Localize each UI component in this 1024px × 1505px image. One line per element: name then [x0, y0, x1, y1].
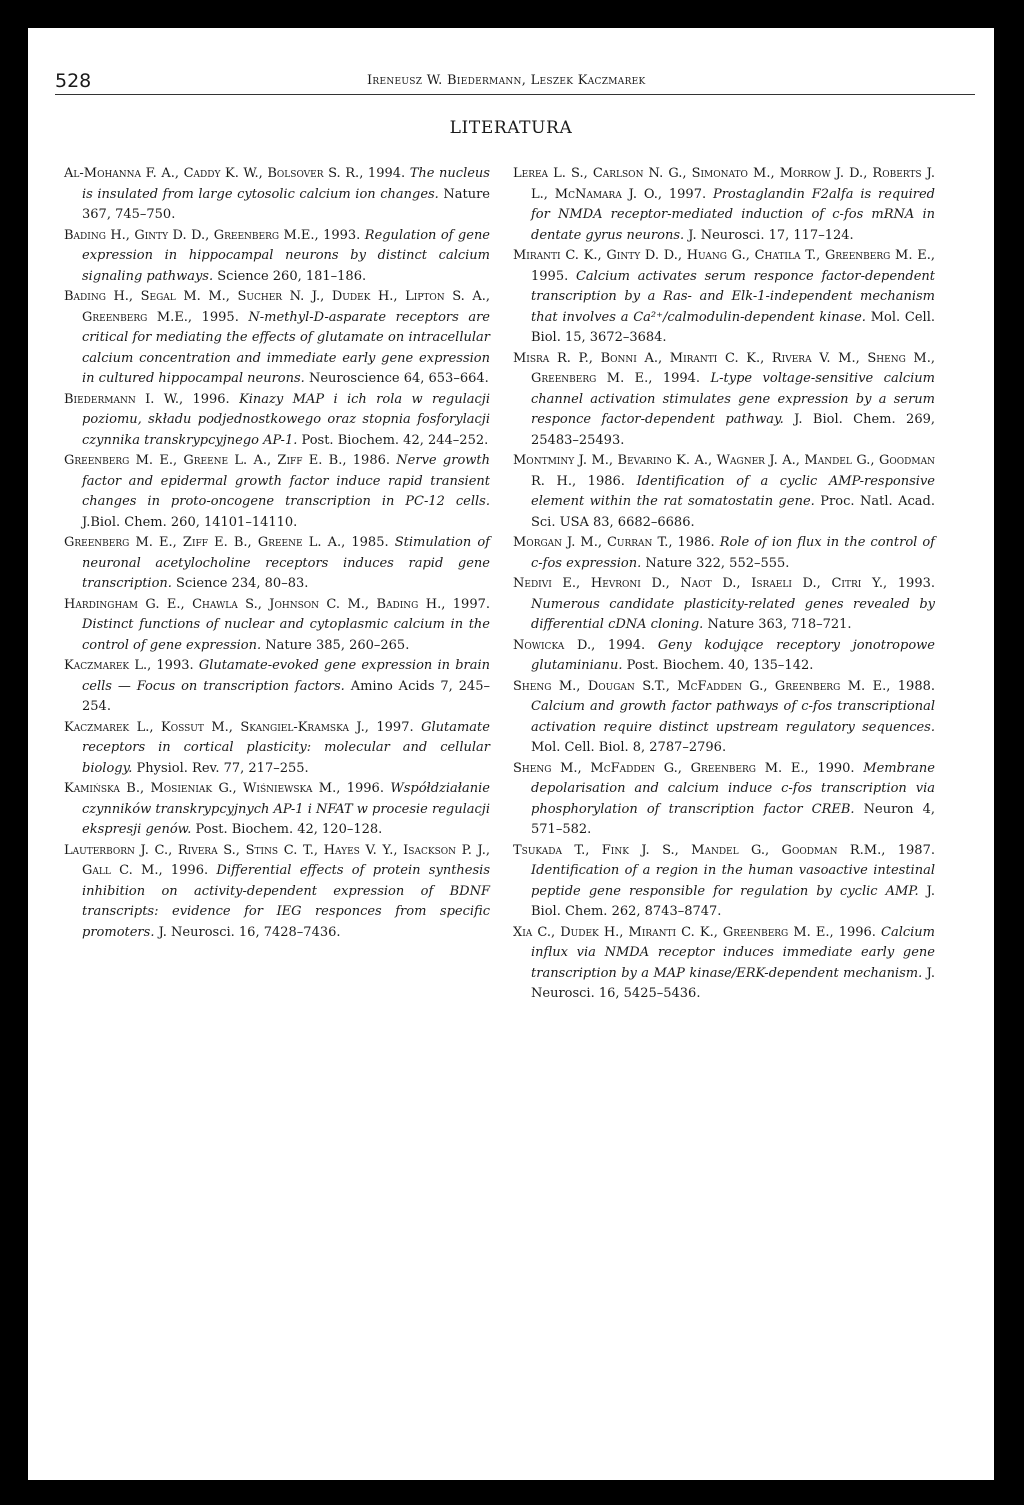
- running-head-authors: Ireneusz W. Biedermann, Leszek Kaczmarek: [367, 73, 646, 88]
- reference-source: Nature 385, 260–265.: [261, 637, 410, 653]
- reference-authors: Kaczmarek L., 1993.: [64, 658, 194, 673]
- reference-authors: Kaczmarek L., Kossut M., Skangiel-Kramska J., 1997.: [64, 719, 414, 735]
- reference-title: Glutamate receptors in cortical plasticity: molecular and cellular biology.: [82, 719, 490, 776]
- reference-title: Calcium influx via NMDA receptor induces immediate early gene transcription by a MAP kinase/ERK-dependent mechanism.: [531, 924, 935, 981]
- reference-authors: Montminy J. M., Bevarino K. A., Wagner J. A., Mandel G., Goodman R. H., 1986.: [513, 453, 935, 489]
- reference-source: J. Neurosci. 16, 5425–5436.: [531, 965, 935, 1001]
- reference-title: Współdziałanie czynników transkrypcyjnych AP-1 i NFAT w procesie regulacji ekspresji genów.: [82, 781, 490, 837]
- reference-title: Distinct functions of nuclear and cytoplasmic calcium in the control of gene expression.: [82, 617, 490, 653]
- reference-source: J. Biol. Chem. 262, 8743–8747.: [531, 883, 935, 919]
- reference-source: Post. Biochem. 42, 244–252.: [297, 432, 489, 448]
- reference-title: Identification of a region in the human vasoactive intestinal peptide gene responsible for regulation by cyclic AMP.: [531, 863, 935, 899]
- reference-authors: Sheng M., McFadden G., Greenberg M. E., 1990.: [513, 760, 855, 776]
- reference-entry: [513, 923, 935, 1005]
- reference-source: J. Neurosci. 17, 117–124.: [684, 227, 854, 243]
- reference-source: Neuron 4, 571–582.: [531, 801, 935, 837]
- reference-entry: [64, 226, 490, 288]
- reference-title: Kinazy MAP i ich rola w regulacji poziomu, składu podjednostkowego oraz stopnia fosforylacji czynnika transkrypcyjnego AP-1.: [82, 391, 490, 448]
- reference-authors: Tsukada T., Fink J. S., Mandel G., Goodman R.M., 1987.: [513, 842, 935, 858]
- reference-title: Calcium activates serum responce factor-dependent transcription by a Ras- and Elk-1-independent mechanism that involves a Ca²⁺/calmodulin-dependent kinase.: [531, 268, 935, 325]
- reference-title: L-type voltage-sensitive calcium channel activation stimulates gene expression by a serum responce factor-dependent pathway.: [531, 371, 936, 427]
- reference-source: Nature 322, 552–555.: [641, 555, 790, 571]
- reference-title: Role of ion flux in the control of c-fos expression.: [531, 535, 935, 571]
- reference-entry: [513, 841, 935, 923]
- reference-title: Nerve growth factor and epidermal growth factor induce rapid transient changes in proto-oncogene transcription in PC-12 cells.: [82, 453, 490, 509]
- reference-entry: [513, 636, 935, 677]
- reference-authors: Nedivi E., Hevroni D., Naot D., Israeli D., Citri Y., 1993.: [513, 576, 935, 591]
- reference-title: Membrane depolarisation and calcium induce c-fos transcription via phosphorylation of transcription factor CREB.: [531, 760, 935, 817]
- reference-source: Post. Biochem. 40, 135–142.: [622, 658, 814, 673]
- reference-entry: [513, 677, 935, 759]
- reference-authors: Biedermann I. W., 1996.: [64, 391, 230, 407]
- reference-title: Regulation of gene expression in hippocampal neurons by distinct calcium signaling pathways.: [82, 227, 491, 284]
- reference-authors: Morgan J. M., Curran T., 1986.: [513, 535, 715, 550]
- reference-authors: Nowicka D., 1994.: [513, 637, 646, 653]
- reference-authors: Hardingham G. E., Chawla S., Johnson C. M., Bading H., 1997.: [64, 596, 490, 612]
- reference-entry: [513, 451, 935, 533]
- reference-title: Prostaglandin F2alfa is required for NMDA receptor-mediated induction of c-fos mRNA in dentate gyrus neurons.: [531, 186, 936, 243]
- reference-title: Calcium and growth factor pathways of c-fos transcriptional activation require distinct upstream regulatory sequences.: [531, 699, 935, 735]
- reference-entry: [64, 779, 490, 841]
- reference-authors: Kamińska B., Mosieniak G., Wiśniewska M., 1996.: [64, 781, 384, 796]
- reference-entry: [64, 656, 490, 718]
- reference-title: Identification of a cyclic AMP-responsive element within the rat somatostatin gene.: [531, 473, 935, 509]
- reference-title: N-methyl-D-asparate receptors are critical for mediating the effects of glutamate on intracellular calcium concentration and immediate early gene expression in cultured hippocampal neurons.: [82, 309, 490, 386]
- reference-title: Glutamate-evoked gene expression in brain cells — Focus on transcription factors.: [82, 658, 491, 694]
- reference-entry: [64, 451, 490, 533]
- reference-authors: Xia C., Dudek H., Miranti C. K., Greenberg M. E., 1996.: [513, 924, 876, 940]
- reference-authors: Misra R. P., Bonni A., Miranti C. K., Rivera V. M., Sheng M., Greenberg M. E., 1994.: [513, 350, 935, 386]
- reference-entry: [513, 533, 935, 574]
- reference-title: Geny kodujące receptory jonotropowe glutaminianu.: [531, 637, 935, 673]
- reference-title: Stimulation of neuronal acetylocholine receptors induces rapid gene transcription.: [82, 535, 490, 591]
- reference-authors: Greenberg M. E., Greene L. A., Ziff E. B., 1986.: [64, 453, 391, 468]
- reference-source: Science 234, 80–83.: [171, 576, 309, 591]
- reference-source: J. Neurosci. 16, 7428–7436.: [154, 924, 341, 940]
- reference-title: The nucleus is insulated from large cytosolic calcium ion changes.: [82, 166, 490, 202]
- references-right-column: [513, 164, 935, 1005]
- reference-authors: Al-Mohanna F. A., Caddy K. W., Bolsover S. R., 1994.: [64, 166, 406, 181]
- reference-entry: [513, 759, 935, 841]
- reference-source: J.Biol. Chem. 260, 14101–14110.: [82, 514, 298, 530]
- reference-title: Differential effects of protein synthesis inhibition on activity-dependent expression of BDNF transcripts: evidence for IEG responces from specific promoters.: [82, 863, 490, 940]
- section-title: LITERATURA: [449, 118, 573, 138]
- references-left-column: [64, 164, 490, 943]
- reference-source: Mol. Cell. Biol. 15, 3672–3684.: [531, 309, 936, 345]
- reference-source: Nature 367, 745–750.: [82, 186, 490, 222]
- page-number: 528: [55, 70, 92, 92]
- reference-entry: [64, 390, 490, 452]
- reference-source: Amino Acids 7, 245–254.: [82, 678, 491, 714]
- reference-source: Nature 363, 718–721.: [703, 617, 852, 632]
- reference-authors: Lauterborn J. C., Rivera S., Stins C. T., Hayes V. Y., Isackson P. J., Gall C. M., 1996.: [64, 842, 490, 878]
- reference-source: J. Biol. Chem. 269, 25483–25493.: [531, 412, 935, 448]
- reference-entry: [513, 349, 935, 452]
- reference-entry: [64, 287, 490, 390]
- reference-entry: [513, 164, 935, 246]
- reference-entry: [64, 841, 490, 944]
- reference-title: Numerous candidate plasticity-related genes revealed by differential cDNA cloning.: [531, 596, 935, 632]
- reference-entry: [513, 574, 935, 636]
- reference-entry: [64, 718, 490, 780]
- reference-source: Physiol. Rev. 77, 217–255.: [132, 760, 309, 776]
- reference-authors: Greenberg M. E., Ziff E. B., Greene L. A., 1985.: [64, 535, 389, 550]
- reference-source: Post. Biochem. 42, 120–128.: [191, 822, 383, 837]
- reference-authors: Bading H., Ginty D. D., Greenberg M.E., 1993.: [64, 227, 361, 243]
- reference-authors: Miranti C. K., Ginty D. D., Huang G., Chatila T., Greenberg M. E., 1995.: [513, 248, 935, 284]
- reference-entry: [64, 164, 490, 226]
- reference-entry: [513, 246, 935, 349]
- reference-source: Proc. Natl. Acad. Sci. USA 83, 6682–6686.: [531, 494, 935, 530]
- reference-source: Neuroscience 64, 653–664.: [304, 371, 489, 386]
- journal-page: [28, 28, 994, 1480]
- reference-source: Science 260, 181–186.: [213, 268, 367, 284]
- running-head: [55, 70, 975, 95]
- reference-authors: Lerea L. S., Carlson N. G., Simonato M., Morrow J. D., Roberts J. L., McNamara J. O., 1997.: [513, 166, 935, 202]
- reference-authors: Sheng M., Dougan S.T., McFadden G., Greenberg M. E., 1988.: [513, 678, 935, 694]
- reference-authors: Bading H., Segal M. M., Sucher N. J., Dudek H., Lipton S. A., Greenberg M.E., 1995.: [64, 289, 490, 325]
- reference-source: Mol. Cell. Biol. 8, 2787–2796.: [531, 740, 727, 755]
- reference-entry: [64, 595, 490, 657]
- reference-entry: [64, 533, 490, 595]
